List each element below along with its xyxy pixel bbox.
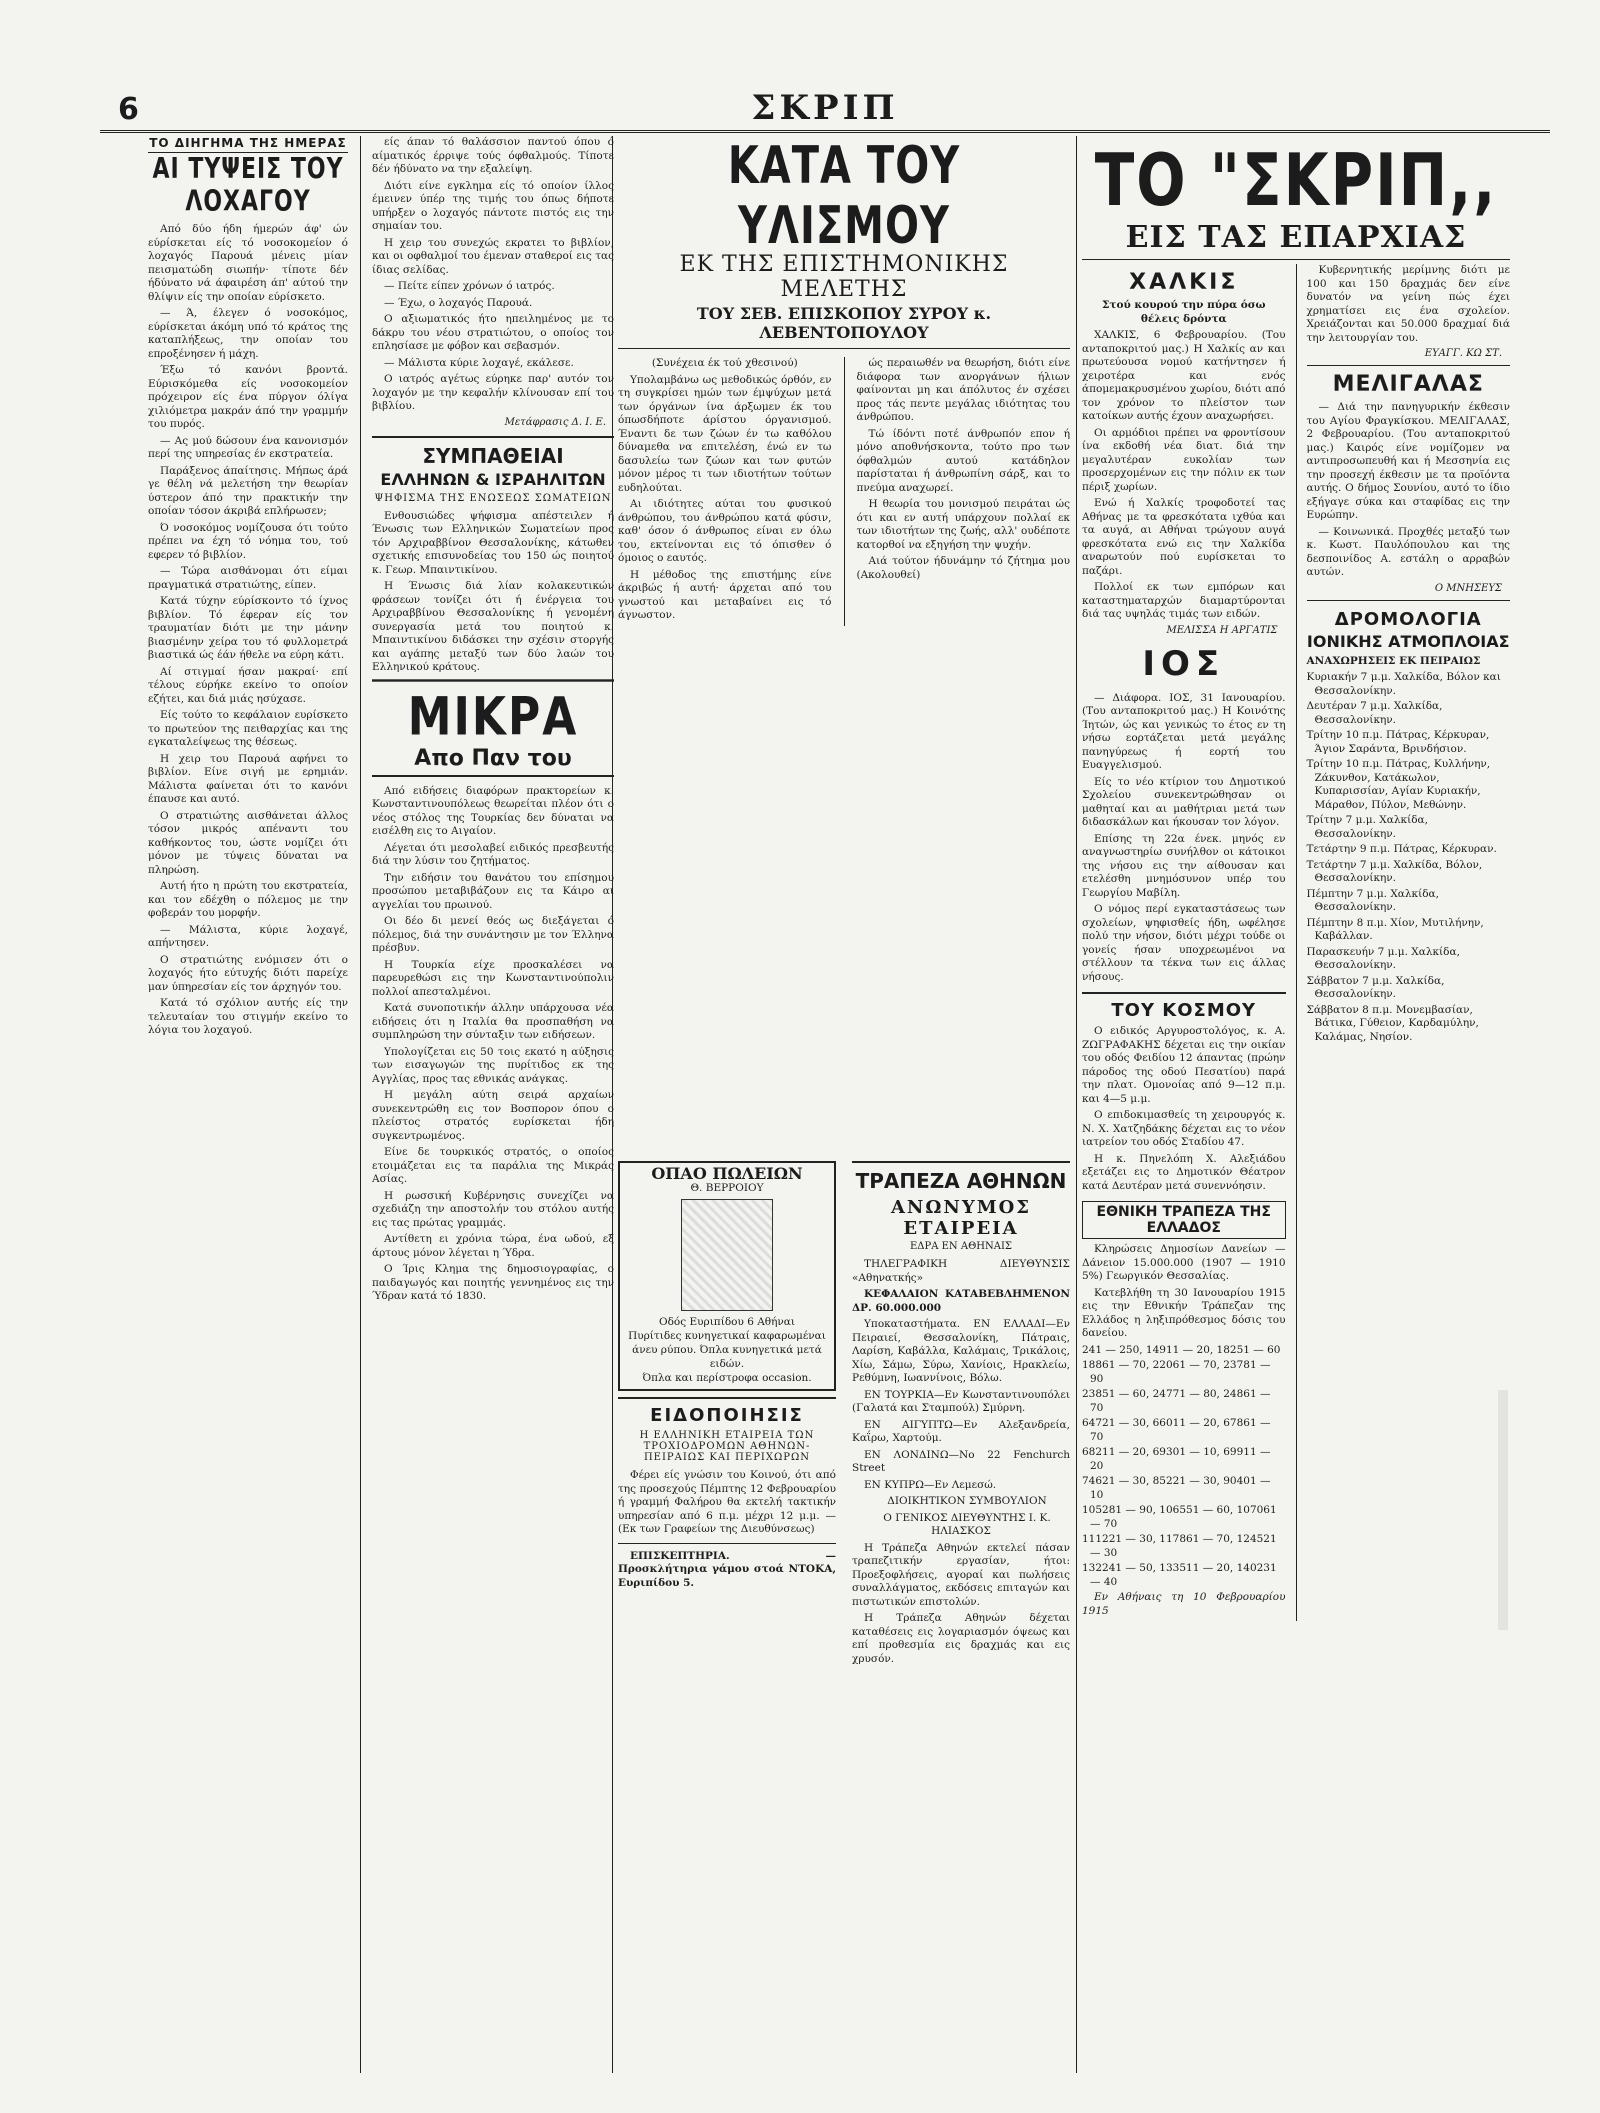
city-paragraph: Κυβερνητικής μερίμνης διότι με 100 και 150 δραχμάς δεν είνε δυνατόν να γείνη πώς έχει χρηματίσει εις ένα σχολείον. Χρειάζονται και 50.000 δραχμαί διά την λειτουργίαν του. xyxy=(1306,264,1510,344)
hunter-illustration xyxy=(681,1199,773,1311)
story-paragraph: Αυτή ήτο η πρώτη του εκστρατεία, και τον εδέχθη ο πόλεμος με την φοβεράν του μορφήν. xyxy=(148,880,348,919)
column-ads xyxy=(618,1155,836,2073)
story-continuation: — Έχω, ο λοχαγός Παρουά. xyxy=(384,296,533,309)
bank-line: ΕΝ ΚΥΠΡΩ—Εν Λεμεσώ. xyxy=(864,1478,997,1491)
mikra-item: Από ειδήσεις διαφόρων πρακτορείων κ. Κωνσταντινουπόλεως θεωρείται πλέον ότι ο νέος στόλος της Τουρκίας δεν δύναται να εισέλθη εις το Αιγαίον. xyxy=(372,784,614,837)
notice-text: Φέρει είς γνώσιν του Κοινού, ότι από της προσεχούς Πέμπτης 12 Φεβρουαρίου ή γραμμή Φαλήρου θα εκτελή τακτικήν υπηρεσίαν από 6 π.μ. μέχρι 12 μ.μ. — (Εκ των Γραφείων της Διευθύνσεως) xyxy=(618,1469,836,1535)
city-paragraph: Ο νόμος περί εγκαταστάσεως των σχολείων, ψηφισθείς ήδη, ωφέλησε πολύ την νήσον, διότι μέχρι τούδε οι γονείς ήσαν υποχρεωμένοι να στέλλουν τα τέκνα των εις άλλας νήσους. xyxy=(1082,903,1286,983)
bank-line: Υποκαταστήματα. ΕΝ ΕΛΛΑΔΙ—Εν Πειραιεί, Θεσσαλονίκη, Πάτραις, Λαρίση, Καβάλλα, Καλάμαις, Τρικάλοις, Χίω, Σάμω, Σύρω, Χανίοις, Ηρακλείω, Ρεθύμνη, Ιωαννίνοις, Βόλω. xyxy=(852,1318,1070,1384)
story-paragraph: Κατά τό σχόλιον αυτής είς την τελευταίαν του στιγμήν εκείνο το λόγια του λοχαγού. xyxy=(148,997,348,1036)
story-paragraph: — Μάλιστα, κύριε λοχαγέ, απήντησεν. xyxy=(148,923,348,949)
mikra-item: Η Τουρκία είχε προσκαλέσει να παρευρεθώσι εις την Κωνσταντινούπολιν πολλοί απεσταλμένοι. xyxy=(372,958,614,998)
translator-signature: Μετάφρασις Δ. Ι. Ε. xyxy=(504,416,606,428)
story-paragraph: Κατά τύχην εύρίσκοντο τό ίχνος βιβλίον. Τό έφεραν είς τον τραυματίαν διότι με την μάνην βιασμένην χείρα του τό φυλλομετρά βιαστικά ώς έάν ήθελε να εύρη κάτι. xyxy=(148,595,348,661)
column-rule xyxy=(1076,136,1077,2073)
lottery-row: 74621 — 30, 85221 — 30, 90401 — 10 xyxy=(1082,1475,1271,1501)
city-paragraph: Πολλοί εκ των εμπόρων και καταστηματαρχών διαμαρτύρονται διά τας υψηλάς τιμάς των ειδών. xyxy=(1082,581,1286,620)
article-column-left xyxy=(618,357,832,626)
page-number: 6 xyxy=(118,92,139,127)
society-item: Ο επιδοκιμασθείς τη χειρουργός κ. Ν. Χ. Χατζηδάκης δέχεται εις το νέον ιατρείον του οδός Σταδίου 47. xyxy=(1082,1109,1286,1148)
bank-line: ΚΕΦΑΛΑΙΟΝ ΚΑΤΑΒΕΒΛΗΜΕΝΟΝ ΔΡ. 60.000.000 xyxy=(852,1288,1070,1314)
story-continuation: Διότι είνε εγκλημα είς τό οποίον ίλλος έμεινεν ύπέρ της τιμής του όπως δήποτε υπήρξεν ο λοχαγός πάντοτε πιστός εις την σημαίαν του. xyxy=(372,179,614,232)
lottery-row: 68211 — 20, 69301 — 10, 69911 — 20 xyxy=(1082,1446,1271,1472)
city-paragraph: Οι αρμόδιοι πρέπει να φροντίσουν ίνα εκδοθή νέα διατ. διά την μεγαλυτέραν ευκολίαν των προσερχομένων εις την πόλιν εκ των πέριξ χωρίων. xyxy=(1082,426,1286,493)
mikra-item: Αντίθετη ει χρόνια τώρα, ένα ωδού, εξ άρτους μόνον λέγεται η Ύδρα. xyxy=(372,1233,614,1259)
column-rule xyxy=(360,136,361,2073)
story-title: ΑΙ ΤΥΨΕΙΣ ΤΟΥ ΛΟΧΑΓΟΥ xyxy=(152,153,344,219)
story-paragraph: Η χειρ του Παρουά αφήνει το βιβλίον. Είνε σιγή με ερημιάν. Μάλιστα φαίνεται ότι το κανόνι έπαυσε και αυτό. xyxy=(148,752,348,805)
story-paragraph: — Ά, έλεγεν ό νοσοκόμος, εύρίσκεται άκόμη υπό τό κράτος της καταπλήξεως, την οποίαν του επροξένησεν ή μάχη. xyxy=(148,307,348,360)
article-author: ΤΟΥ ΣΕΒ. ΕΠΙΣΚΟΠΟΥ ΣΥΡΟΥ κ. ΛΕΒΕΝΤΟΠΟΥΛΟΥ xyxy=(618,304,1070,349)
mikra-title: ΜΙΚΡΑ xyxy=(372,679,614,747)
national-bank-text: Κληρώσεις Δημοσίων Δανείων — Δάνειον 15.000.000 (1907 — 1910 5%) Γεωργικόν Θεσσαλίας. xyxy=(1082,1243,1286,1282)
schedule-item: Πέμπτην 7 μ.μ. Χαλκίδα, Θεσσαλονίκην. xyxy=(1306,887,1439,913)
schedules-company: ΙΟΝΙΚΗΣ ΑΤΜΟΠΛΟΙΑΣ xyxy=(1306,631,1510,651)
schedule-item: Σάββατον 8 π.μ. Μονεμβασίαν, Βάτικα, Γύθειον, Καρδαμύλην, Καλάμας, Νησίον. xyxy=(1306,1003,1479,1043)
schedule-item: Τετάρτην 7 μ.μ. Χαλκίδα, Βόλον, Θεσσαλονίκην. xyxy=(1306,858,1483,884)
schedule-item: Τρίτην 10 π.μ. Πάτρας, Κυλλήνην, Ζάκυνθον, Κατάκωλον, Κυπαρισσίαν, Αγίαν Κυριακήν, Μάραθον, Πύλον, Μεθώνην. xyxy=(1306,758,1491,811)
schedules-subheading: ΑΝΑΧΩΡΗΣΕΙΣ ΕΚ ΠΕΙΡΑΙΩΣ xyxy=(1306,654,1481,667)
sympathy-paragraph: Ενθουσιώδες ψήφισμα απέστειλεν ή Ένωσις των Ελληνικών Σωματείων προς τόν Αρχιραββίνον Θεσσαλονίκης, κάτωθεν σχετικής επισυνοδείας του 150 ώς ποιητού κ. Γεωρ. Μπαιντικίνου. xyxy=(372,509,614,576)
article-continued-note: (Συνέχεια έκ τού χθεσινού) xyxy=(651,357,798,369)
bank-line: ΕΝ ΛΟΝΔΙΝΩ—No 22 Fenchurch Street xyxy=(852,1448,1070,1474)
schedule-item: Τρίτην 7 μ.μ. Χαλκίδα, Θεσσαλονίκην. xyxy=(1306,814,1428,840)
article-paragraph: Υπολαμβάνω ως μεθοδικώς όρθόν, εν τη συγκρίσει ημών των έμψύχων μετά των όργάνων ίνα άρξωμεν έκ του όπωσδήποτε άρίστου όργανισμού. Έναντι δε των ζώων έν τω καθόλου δύναμεθα να επιτελέση, ένώ εν τω δασυλείω των ζώων και των φυτών μόνον μέρος τι των ιδιοτήτων τούτων ευδηλούται. xyxy=(618,373,832,494)
divider xyxy=(1307,600,1511,601)
story-paragraph: Ο στρατιώτης αισθάνεται άλλος τόσον μικρός απέναντι του καθήκοντος του, ώστε νομίζει ότι μόνον με τύψεις δύναται να πληρώση. xyxy=(148,809,348,876)
schedule-item: Πέμπτην 8 π.μ. Χίον, Μυτιλήνην, Καβάλλαν. xyxy=(1306,916,1484,942)
provinces-left xyxy=(1082,264,1286,1621)
article-paragraph: Αι ιδιότητες αύται του φυσικού άνθρώπου, του άνθρώπου κατά φύσιν, καθ' όσον ό άνθρωπος είναι εν όλω του, εκτείνονται εις τό όπισθεν ό όμοιος ο εαυτός. xyxy=(618,498,832,564)
provinces-body xyxy=(1082,264,1510,1621)
story-paragraph: Ό νοσοκόμος νομίζουσα ότι τούτο πρέπει να έχη τό νόημα του, τού εφερεν τό βιβλίον. xyxy=(148,521,348,561)
article-paragraph: ώς περαιωθέν να θεωρήση, διότι είνε διάφορα των ανοργάνων ήλιων φαίνονται μη και άπόλυτος έν σχέσει προς τάς πεντε μεγάλας ιδιότητας του άνθρώπου. xyxy=(856,357,1070,423)
city-heading-ios: ΙΟΣ xyxy=(1142,643,1226,684)
story-kicker: ΤΟ ΔΙΗΓΗΜΑ ΤΗΣ ΗΜΕΡΑΣ xyxy=(148,136,348,153)
story-continuation: Ο ιατρός αγέτως εύρηκε παρ' αυτόν τον λοχαγόν με την κεφαλήν κλίνουσαν επί του βιβλίου. xyxy=(372,373,614,412)
story-paragraph: Είς τούτο το κεφάλαιον ευρίσκετο το πρωτεύον της πειθαρχίας και της εγκαταλείψεως της θέσεως. xyxy=(148,709,348,748)
page-header xyxy=(100,88,1550,133)
sympathy-kicker: ΨΗΦΙΣΜΑ ΤΗΣ ΕΝΩΣΕΩΣ ΣΩΜΑΤΕΙΩΝ xyxy=(374,492,612,504)
city-paragraph: — Κοινωνικά. Προχθές μεταξύ των κ. Κωστ. Παυλόπουλου και της δεσποινίδος Α. εστάλη ο αρραβών αυτών. xyxy=(1306,525,1510,578)
provinces-right xyxy=(1307,264,1511,1621)
article-paragraph: Αιά τούτον ήδυνάμην τό ζήτημα μου (Ακολουθεί) xyxy=(856,555,1070,581)
story-paragraph: Αί στιγμαί ήσαν μακραί· επί τέλους εύρήκε εκείνο το οποίον εζήτει, και διά μιάς ησύχασε. xyxy=(148,665,348,705)
provinces-title: ΤΟ "ΣΚΡΙΠ,, xyxy=(1094,137,1498,223)
ad-line: Όπλα και περίστροφα occasion. xyxy=(642,1372,812,1384)
paper-fold-mark xyxy=(1498,1390,1508,1630)
lottery-row: 111221 — 30, 117861 — 70, 124521 — 30 xyxy=(1082,1533,1277,1559)
mikra-item: Είνε δε τουρκικός στρατός, ο οποίος ετοιμάζεται εις τα παράλια της Μικράς Ασίας. xyxy=(372,1146,614,1185)
article-paragraph: Η μέθοδος της επιστήμης είνε άκριβώς ή αυτή· άρχεται από του γνωστού και μεταβαίνει εις τό άγνωστον. xyxy=(618,568,832,621)
bank-line: Η Τράπεζα Αθηνών δέχεται καταθέσεις εις λογαριασμόν όψεως και επί προθεσμία εις δραχμάς και εις χρυσόν. xyxy=(852,1612,1070,1665)
ad-line: Πυρίτιδες κυνηγετικαί καφαρωμέναι άνευ ρύπου. Όπλα κυνηγετικά μετά ειδών. xyxy=(628,1330,826,1370)
story-paragraph: Από δύο ήδη ήμερών άφ' ών εύρίσκεται είς τό νοσοκομείον ό λοχαγός Παρουά μένεις μίαν πεισματώδη σιωπήν· τίποτε δέν ήδύνατο νά άφαιρέση άπ' αύτού την θλίψιν είς την οποίαν εύρίσκετο. xyxy=(148,223,348,303)
national-bank-text: Κατεβλήθη τη 30 Ιανουαρίου 1915 εις την Εθνικήν Τράπεζαν της Ελλάδος η ληξιπρόθεσμος δόσις του δανείου. xyxy=(1082,1286,1286,1339)
bank-title: ΤΡΑΠΕΖΑ ΑΘΗΝΩΝ xyxy=(852,1161,1070,1193)
story-paragraph: Παράξενος άπαίτησις. Μήπως άρά γε θέλη νά μελετήση την θεωρίαν ύστερον άπό την πρακτικήν την οποίαν τόσον άκριβά επλήρωσεν; xyxy=(148,464,348,517)
article-title: ΚΑΤΑ ΤΟΥ ΥΛΙΣΜΟΥ xyxy=(727,136,961,256)
ad-line: Θ. ΒΕΡΡΟΙΟΥ xyxy=(690,1182,764,1194)
masthead: ΣΚΡΙΠ xyxy=(751,88,899,128)
city-paragraph: Επίσης τη 22α ένεκ. μηνός εν αναγνωστηρίω συνήλθον οι κάτοικοι της νήσου εις την αίθουσαν και ετελέσθη μνημόσυνον υπέρ του Γεωργίου Μαβίλη. xyxy=(1082,832,1286,899)
lottery-row: 241 — 250, 14911 — 20, 18251 — 60 xyxy=(1082,1343,1281,1356)
schedules-heading: ΔΡΟΜΟΛΟΓΙΑ xyxy=(1334,608,1482,630)
ad-line: Οδός Ευριπίδου 6 Αθήναι xyxy=(659,1316,795,1328)
city-paragraph: Είς το νέο κτίριον του Δημοτικού Σχολείου συνεκεντρώθησαν οι μαθηταί και αι μαθήτριαι μετά των διδασκάλων και ήκουσαν τον λόγον. xyxy=(1082,775,1286,828)
article-paragraph: Η θεωρία του μονισμού πειράται ώς ότι και εν αυτή υπάρχουν πολλαί εκ των ιδιοτήτων της ζωής, αλλ' ουδέποτε κατορθοί να εξηγήση την ψυχήν. xyxy=(856,498,1070,551)
notice-subtitle: Η ΕΛΛΗΝΙΚΗ ΕΤΑΙΡΕΙΑ ΤΩΝ ΤΡΟΧΙΟΔΡΟΜΩΝ ΑΘΗΝΩΝ-ΠΕΙΡΑΙΩΣ ΚΑΙ ΠΕΡΙΧΩΡΩΝ xyxy=(639,1430,815,1463)
sailing-schedule xyxy=(1307,671,1511,1044)
column-bank xyxy=(852,1155,1070,2073)
schedule-item: Σάββατον 7 μ.μ. Χαλκίδα, Θεσσαλονίκην. xyxy=(1306,974,1445,1000)
story-body xyxy=(148,223,348,1038)
city-heading-chalkis: ΧΑΛΚΙΣ xyxy=(1129,270,1239,295)
provinces-subtitle: ΕΙΣ ΤΑΣ ΕΠΑΡΧΙΑΣ xyxy=(1082,220,1510,260)
story-continuation: — Μάλιστα κύριε λοχαγέ, εκάλεσε. xyxy=(384,356,574,369)
city-kicker: Στού κουρού την πύρα όσω θέλεις δρόντα xyxy=(1101,299,1266,325)
city-heading-meligalas: ΜΕΛΙΓΑΛΑΣ xyxy=(1307,365,1511,397)
story-continuation: Ο αξιωματικός ήτο ηπειλημένος με το δάκρυ του νέου στρατιώτου, ο οποίος τον επλησίασε με φόβον και σεβασμόν. xyxy=(372,313,614,352)
mikra-item: Οι δέο δι μενεί θεός ως διεξάγεται ό πόλεμος, διά την συνάντησιν με τον Έλληνα πρέσβυν. xyxy=(372,915,614,954)
column-news xyxy=(372,136,614,2073)
bank-line: ΔΙΟΙΚΗΤΙΚΟΝ ΣΥΜΒΟΥΛΙΟΝ xyxy=(887,1495,1047,1507)
schedule-item: Δευτέραν 7 μ.μ. Χαλκίδα, Θεσσαλονίκην. xyxy=(1306,700,1443,726)
mikra-item: Υπολογίζεται εις 50 τοις εκατό η αύξησις των εισαγωγών της πυρίτιδος εκ της Αγγλίας, προς τας εθνικάς ανάγκας. xyxy=(372,1045,614,1085)
bank-line: ΕΝ ΤΟΥΡΚΙΑ—Εν Κωνσταντινουπόλει (Γαλατά και Σταμπούλ) Σμύρνη. xyxy=(852,1388,1070,1414)
schedule-item: Τρίτην 10 π.μ. Πάτρας, Κέρκυραν, Άγιον Σαράντα, Βρινδήσιον. xyxy=(1306,729,1490,755)
bank-line: ΕΝ ΑΙΓΥΠΤΩ—Εν Αλεξανδρεία, Καΐρω, Χαρτούμ. xyxy=(852,1418,1070,1444)
sympathy-subtitle: ΕΛΛΗΝΩΝ & ΙΣΡΑΗΛΙΤΩΝ xyxy=(380,469,606,489)
sympathy-title: ΣΥΜΠΑΘΕΙΑΙ xyxy=(372,436,614,468)
national-bank-heading: ΕΘΝΙΚΗ ΤΡΑΠΕΖΑ ΤΗΣ ΕΛΛΑΔΟΣ xyxy=(1082,1201,1286,1239)
mikra-item: Ο Ίρις Κλημα της δημοσιογραφίας, ο παιδαγωγός και ποιητής γεννημένος εις την Ύδραν κατά τό 1830. xyxy=(372,1263,614,1302)
mikra-item: Κατά συνοποτικήν άλλην υπάρχουσα νέα ειδήσεις ότι η Ιταλία θα προσπαθήση να συμπληρώση την σύνταξιν των ειδήσεων. xyxy=(372,1002,614,1041)
lottery-row: 132241 — 50, 133511 — 20, 140231 — 40 xyxy=(1082,1562,1277,1588)
story-continuation: — Πείτε είπεν χρόνων ό ιατρός. xyxy=(384,280,555,292)
city-paragraph: — Διάφορα. ΙΟΣ, 31 Ιανουαρίου. (Του ανταποκριτού μας.) Η Κοινότης Ίητών, ώς και γενικώς το έτος εν τη νήσω εορτάζεται μετά μεγάλης πανηγύρεως ή εορτή του Ευαγγελισμού. xyxy=(1082,691,1286,771)
article-subtitle: ΕΚ ΤΗΣ ΕΠΙΣΤΗΜΟΝΙΚΗΣ ΜΕΛΕΤΗΣ xyxy=(679,252,1009,302)
story-paragraph: — Τώρα αισθάνομαι ότι είμαι πραγματικά στρατιώτης, είπεν. xyxy=(148,565,348,591)
national-bank-date: Εν Αθήναις τη 10 Φεβρουαρίου 1915 xyxy=(1082,1591,1286,1617)
society-item: Η κ. Πηνελόπη Χ. Αλεξιάδου εξετάζει εις το Δημοτικόν Θέατρον κατά Δευτέραν μετά συνεννόησιν. xyxy=(1082,1152,1286,1192)
mikra-subtitle: Απο Παν του xyxy=(372,746,614,777)
schedule-item: Κυριακήν 7 μ.μ. Χαλκίδα, Βόλον και Θεσσαλονίκην. xyxy=(1306,671,1501,697)
visit-cards-ad: ΕΠΙΣΚΕΠΤΗΡΙΑ. — Προσκλήτηρια γάμου στοά ΝΤΟΚΑ, Ευριπίδου 5. xyxy=(618,1549,836,1589)
city-signature: ΕΥΑΓΓ. ΚΩ ΣΤ. xyxy=(1424,348,1502,359)
column-provinces xyxy=(1082,136,1510,2073)
schedule-item: Τετάρτην 9 π.μ. Πάτρας, Κέρκυραν. xyxy=(1306,843,1497,855)
bank-line: Η Τράπεζα Αθηνών εκτελεί πάσαν τραπεζιτικήν εργασίαν, ήτοι: Προεξοφλήσεις, αγοραί και πωλήσεις συναλλάγματος, εκδόσεις επιταγών και πιστωτικών επιστολών. xyxy=(852,1541,1070,1608)
notice-title: ΕΙΔΟΠΟΙΗΣΙΣ xyxy=(618,1397,836,1426)
mikra-item: Η ρωσσική Κυβέρνησις συνεχίζει να σχεδιάζη την αποστολήν του στόλου αυτής εις τας πρώτας γραμμάς. xyxy=(372,1189,614,1229)
sympathy-paragraph: Η Ένωσις διά λίαν κολακευτικών φράσεων τονίζει ότι ή ένέργεια του Αρχιραββίνου Θεσσαλονίκης ή γενομένη συνεργασία μετά του ποιητού κ. Μπαιντικίνου διδάσκει την σχέσιν στοργής και αγάπης μεταξύ των δύο λαών του Ελληνικού κράτους. xyxy=(372,580,614,673)
lottery-row: 23851 — 60, 24771 — 80, 24861 — 70 xyxy=(1082,1388,1271,1414)
city-signature: ΜΕΛΙΣΣΑ Η ΑΡΓΑΤΙΣ xyxy=(1166,624,1278,636)
story-paragraph: — Ας μού δώσουν ένα κανονισμόν περί της υπηρεσίας έν εκστρατεία. xyxy=(148,434,348,460)
lottery-row: 18861 — 70, 22061 — 70, 23781 — 90 xyxy=(1082,1359,1271,1385)
article-column-right xyxy=(857,357,1071,626)
article-divider xyxy=(844,357,845,626)
ad-heading: ΟΠΑΟ ΠΩΛΕΙΩΝ xyxy=(651,1164,803,1183)
city-paragraph: Ενώ ή Χαλκίς τροφοδοτεί τας Αθήνας με τα φρεσκότατα ιχθύα και τα αυγά, αι Αθήναι τρώγουν αυγά φρεσκότατα ενώ εις την Χαλκίδα αναρωτούν πού ευρίσκεται το παζάρι. xyxy=(1082,497,1286,577)
schedule-item: Παρασκευήν 7 μ.μ. Χαλκίδα, Θεσσαλονίκην. xyxy=(1306,945,1460,971)
story-paragraph: Ο στρατιώτης ενόμισεν ότι ο λοχαγός ήτο εύτυχής διότι παρείχε μαν ύπηρεσίαν είς τον άρχηγόν του. xyxy=(148,953,348,993)
lottery-row: 105281 — 90, 106551 — 60, 107061 — 70 xyxy=(1082,1504,1277,1530)
story-paragraph: Έξω τό κανόνι βροντά. Εύρισκόμεθα είς νοσοκομείον πρόχειρον είς ένα πύργον όλίγα χιλιόμετρα μακράν άπό την γραμμήν του πυρός. xyxy=(148,364,348,430)
gun-shop-ad xyxy=(618,1161,836,1391)
story-continuation: Η χειρ του συνεχώς εκρατει το βιβλίον, και οι οφθαλμοί του έμεναν σταθεροί εις τας ίδιας σελίδας. xyxy=(372,236,614,276)
mikra-item: Η μεγάλη αύτη σειρά αρχαίων συνεκεντρώθη εις τον Βοσπορον όπου ο πλείστος στρατός ευρίσκεται ήδη συγκεντρωμένος. xyxy=(372,1089,614,1142)
society-item: Ο ειδικός Αργυροστολόγος, κ. Α. ΖΩΓΡΑΦΑΚΗΣ δέχεται εις την οικίαν του οδός Φειδίου 12 άπαντας (πρώην πάροδος της οδού Πεσατίου) παρά την πλατ. Ομονοίας από 9—12 π.μ. και 4—5 μ.μ. xyxy=(1082,1025,1286,1105)
column-rule xyxy=(1296,264,1297,1621)
city-paragraph: ΧΑΛΚΙΣ, 6 Φεβρουαρίου. (Του ανταποκριτού μας.) Η Χαλκίς αν και πρωτεύουσα νομού κατήντησεν ή χειροτέρα και ενός άπομεμακρυσμένου χωρίου, διότι από τον χρόνον το πλείστον των κατοίκων αυτής έχουν αναχωρήσει. xyxy=(1082,329,1286,422)
lottery-numbers xyxy=(1082,1344,1286,1590)
city-signature: Ο ΜΝΗΣΕΥΣ xyxy=(1434,582,1502,594)
lottery-row: 64721 — 30, 66011 — 20, 67861 — 70 xyxy=(1082,1417,1271,1443)
bank-line: Ο ΓΕΝΙΚΟΣ ΔΙΕΥΘΥΝΤΗΣ Ι. Κ. ΗΛΙΑΣΚΟΣ xyxy=(883,1511,1051,1537)
bank-line: ΤΗΛΕΓΡΑΦΙΚΗ ΔΙΕΥΘΥΝΣΙΣ «Αθηνατκής» xyxy=(852,1258,1070,1284)
mikra-item: Λέγεται ότι μεσολαβεί ειδικός πρεσβευτής διά την λύσιν του ζητήματος. xyxy=(372,841,614,867)
bank-type: ΑΝΩΝΥΜΟΣ ΕΤΑΙΡΕΙΑ xyxy=(890,1197,1032,1239)
divider xyxy=(618,1543,836,1544)
column-article xyxy=(618,136,1070,1148)
mikra-item: Την ειδήσιν του θανάτου του επίσημου προσώπου μεταβιβάζουν εις τα Κάιρο αι αγγελίαι του πρωινού. xyxy=(372,871,614,911)
column-story xyxy=(148,136,348,2073)
article-body xyxy=(618,357,1070,626)
society-heading: ΤΟΥ ΚΟΣΜΟΥ xyxy=(1082,992,1286,1021)
bank-seat: ΕΔΡΑ ΕΝ ΑΘΗΝΑΙΣ xyxy=(909,1241,1012,1252)
city-paragraph: — Διά την πανηγυρικήν έκθεσιν του Αγίου Φραγκίσκου. ΜΕΛΙΓΑΛΑΣ, 2 Φεβρουαρίου. (Του ανταποκριτού μας.) Καιρός είνε νομίζομεν να αντιπροσωπευθή και ή Μεσσηνία εις την προσεχή έκθεσιν με τα προϊόντα αυτής. Ο δήμος Σουνίου, αυτό το ίδιο εξήγαγε σύκα και σταφίδας εις την Ευρώπην. xyxy=(1306,401,1510,521)
story-continuation: είς άπαν τό θαλάσσιον παντού όπου ό αίματικός έρριψε τούς όφθαλμούς. Τίποτε δέν ήδύνατο να την εξαλείψη. xyxy=(372,136,614,175)
article-paragraph: Τώ ίδόντι ποτέ άνθρωπόν επον ή μόνο αποθνήσκοντα, τούτο προ των όφθαλμών αυτού κατάδηλον παρίσταται ή άνθρωπίνη σάρξ, και το πνεύμα αναχωρεί. xyxy=(856,427,1070,494)
